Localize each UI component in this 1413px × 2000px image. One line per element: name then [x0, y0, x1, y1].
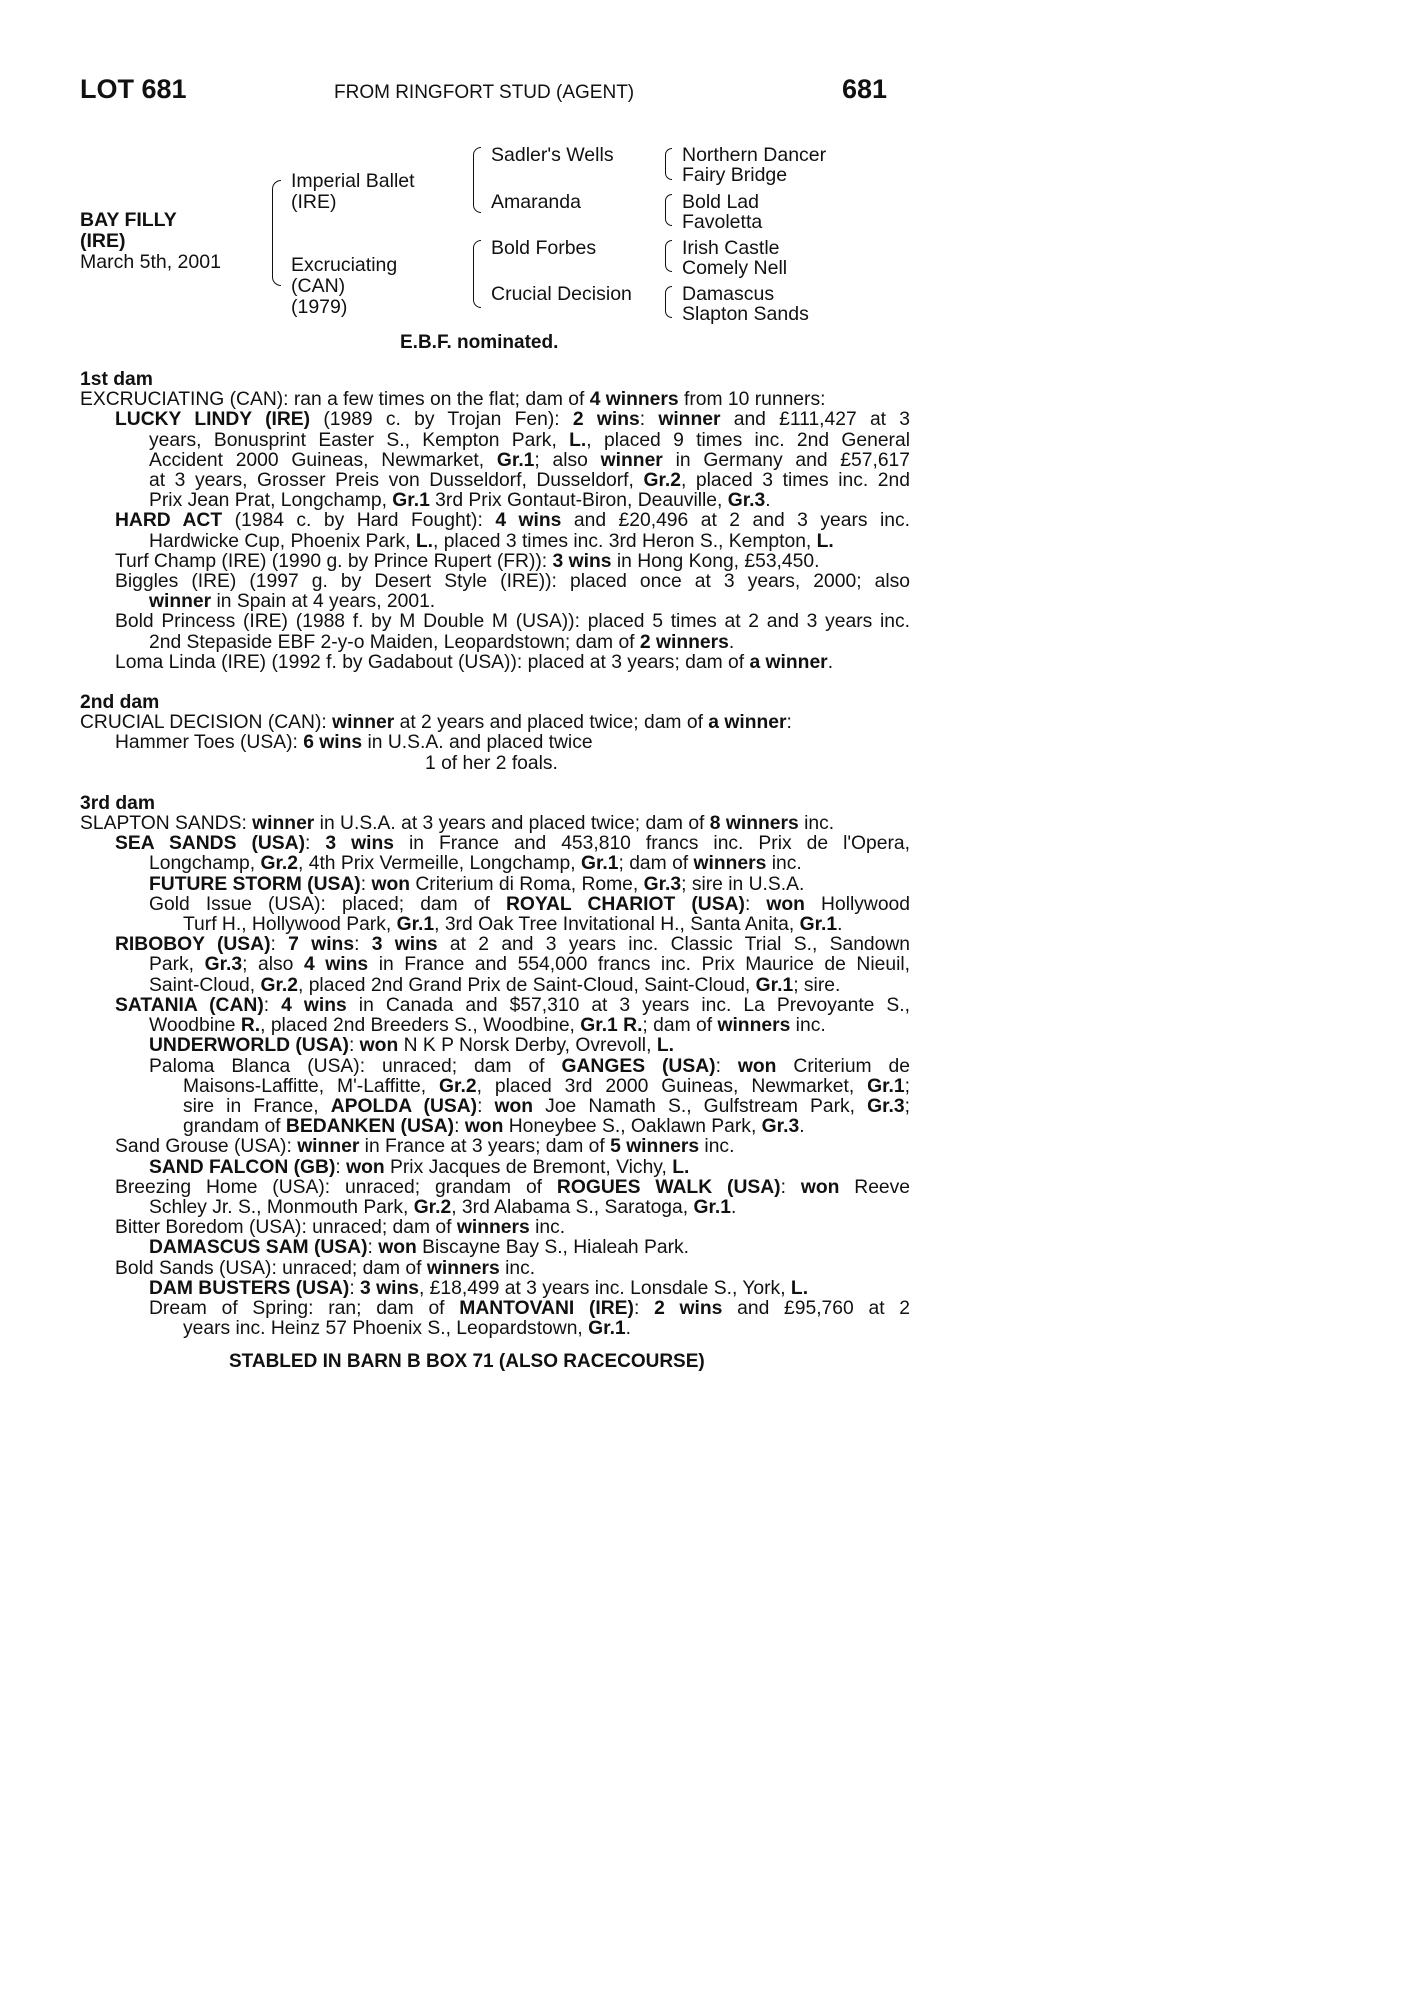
pedigree-gen3: Slapton Sands: [682, 303, 809, 325]
pedigree-gen3: Fairy Bridge: [682, 164, 788, 186]
pedigree-gen2: Sadler's Wells: [491, 144, 614, 166]
pedigree-dam-country: (CAN): [291, 275, 346, 297]
pedigree-brace-g3-4: [665, 286, 672, 318]
stabled-note: STABLED IN BARN B BOX 71 (ALSO RACECOURSE): [229, 1351, 705, 1372]
record-line: sire in France, APOLDA (USA): won Joe Namath S., Gulfstream Park, Gr.3;: [183, 1095, 911, 1117]
pedigree-brace-g3-3: [665, 240, 672, 272]
record-line: Bitter Boredom (USA): unraced; dam of winners inc.: [115, 1217, 566, 1239]
pedigree-gen3: Comely Nell: [682, 257, 788, 279]
section-heading: 3rd dam: [80, 792, 156, 814]
record-line: Sand Grouse (USA): winner in France at 3 years; dam of 5 winners inc.: [115, 1136, 735, 1158]
record-line: Prix Jean Prat, Longchamp, Gr.1 3rd Prix Gontaut-Biron, Deauville, Gr.3.: [149, 490, 771, 512]
record-line: Longchamp, Gr.2, 4th Prix Vermeille, Longchamp, Gr.1; dam of winners inc.: [149, 853, 802, 875]
record-line: years inc. Heinz 57 Phoenix S., Leopardstown, Gr.1.: [183, 1318, 632, 1340]
pedigree-gen3: Damascus: [682, 283, 775, 305]
record-line: years, Bonusprint Easter S., Kempton Park, L., placed 9 times inc. 2nd General: [149, 429, 910, 451]
record-line: SLAPTON SANDS: winner in U.S.A. at 3 years and placed twice; dam of 8 winners inc.: [80, 813, 835, 835]
record-line: grandam of BEDANKEN (USA): won Honeybee S., Oaklawn Park, Gr.3.: [183, 1116, 805, 1138]
produce-record: [80, 370, 910, 1339]
pedigree-dam-brace: [473, 240, 481, 308]
pedigree-dam-year: (1979): [291, 296, 348, 318]
lot-title: LOT 681: [80, 74, 187, 104]
pedigree-brace-g3-2: [665, 194, 672, 226]
record-line: Gold Issue (USA): placed; dam of ROYAL CHARIOT (USA): won Hollywood: [149, 893, 910, 915]
record-line: Schley Jr. S., Monmouth Park, Gr.2, 3rd Alabama S., Saratoga, Gr.1.: [149, 1196, 737, 1218]
pedigree-gen3: Bold Lad: [682, 191, 759, 213]
section-heading: 2nd dam: [80, 692, 160, 714]
ebf-nomination: E.B.F. nominated.: [400, 332, 559, 353]
pedigree-sire-brace: [473, 147, 481, 213]
record-line: Paloma Blanca (USA): unraced; dam of GANGES (USA): won Criterium de: [149, 1055, 910, 1077]
record-line: Hardwicke Cup, Phoenix Park, L., placed 3 times inc. 3rd Heron S., Kempton, L.: [149, 530, 834, 552]
record-line: SEA SANDS (USA): 3 wins in France and 453,810 francs inc. Prix de l'Opera,: [115, 833, 910, 855]
record-line: Saint-Cloud, Gr.2, placed 2nd Grand Prix de Saint-Cloud, Saint-Cloud, Gr.1; sire.: [149, 974, 841, 996]
subject-sex: BAY FILLY: [80, 209, 177, 231]
record-line: Loma Linda (IRE) (1992 f. by Gadabout (USA)): placed at 3 years; dam of a winner.: [115, 651, 834, 673]
record-line: Bold Princess (IRE) (1988 f. by M Double M (USA)): placed 5 times at 2 and 3 years inc.: [115, 611, 910, 633]
record-line: Maisons-Laffitte, M'-Laffitte, Gr.2, placed 3rd 2000 Guineas, Newmarket, Gr.1;: [183, 1075, 911, 1097]
record-line: 1 of her 2 foals.: [425, 752, 558, 774]
pedigree-brace-g3-1: [665, 148, 672, 180]
record-line: Bold Sands (USA): unraced; dam of winners inc.: [115, 1257, 536, 1279]
record-line: DAMASCUS SAM (USA): won Biscayne Bay S., Hialeah Park.: [149, 1237, 690, 1259]
record-line: DAM BUSTERS (USA): 3 wins, £18,499 at 3 years inc. Lonsdale S., York, L.: [149, 1277, 809, 1299]
record-line: Breezing Home (USA): unraced; grandam of ROGUES WALK (USA): won Reeve: [115, 1176, 911, 1198]
record-line: Turf Champ (IRE) (1990 g. by Prince Rupert (FR)): 3 wins in Hong Kong, £53,450.: [115, 550, 820, 572]
vendor-line: FROM RINGFORT STUD (AGENT): [334, 82, 635, 103]
record-line: SAND FALCON (GB): won Prix Jacques de Bremont, Vichy, L.: [149, 1156, 690, 1178]
pedigree-gen2: Amaranda: [491, 191, 581, 213]
record-line: SATANIA (CAN): 4 wins in Canada and $57,310 at 3 years inc. La Prevoyante S.,: [115, 994, 910, 1016]
pedigree-gen3: Northern Dancer: [682, 144, 827, 166]
record-line: Hammer Toes (USA): 6 wins in U.S.A. and placed twice: [115, 732, 593, 754]
record-line: Park, Gr.3; also 4 wins in France and 554,000 francs inc. Prix Maurice de Nieuil,: [149, 954, 911, 976]
record-line: LUCKY LINDY (IRE) (1989 c. by Trojan Fen): 2 wins: winner and £111,427 at 3: [115, 409, 911, 431]
pedigree-gen3: Favoletta: [682, 211, 763, 233]
record-line: Woodbine R., placed 2nd Breeders S., Woodbine, Gr.1 R.; dam of winners inc.: [149, 1015, 826, 1037]
record-line: Accident 2000 Guineas, Newmarket, Gr.1; also winner in Germany and £57,617: [149, 449, 910, 471]
record-line: Turf H., Hollywood Park, Gr.1, 3rd Oak Tree Invitational H., Santa Anita, Gr.1.: [183, 914, 843, 936]
pedigree-gen2: Bold Forbes: [491, 237, 597, 259]
record-line: RIBOBOY (USA): 7 wins: 3 wins at 2 and 3 years inc. Classic Trial S., Sandown: [115, 934, 911, 956]
record-line: Biggles (IRE) (1997 g. by Desert Style (IRE)): placed once at 3 years, 2000; also: [115, 571, 910, 593]
record-line: CRUCIAL DECISION (CAN): winner at 2 years and placed twice; dam of a winner:: [80, 712, 792, 734]
record-line: FUTURE STORM (USA): won Criterium di Roma, Rome, Gr.3; sire in U.S.A.: [149, 873, 805, 895]
lot-number: 681: [842, 74, 888, 104]
record-line: Dream of Spring: ran; dam of MANTOVANI (IRE): 2 wins and £95,760 at 2: [149, 1297, 911, 1319]
pedigree-gen2: Crucial Decision: [491, 283, 632, 305]
pedigree-dam: Excruciating: [291, 254, 398, 276]
pedigree-sire-country: (IRE): [291, 191, 337, 213]
pedigree-main-brace-tick: [272, 180, 280, 284]
pedigree-gen3: Irish Castle: [682, 237, 780, 259]
section-heading: 1st dam: [80, 369, 153, 390]
spacer: [80, 774, 910, 794]
subject-country: (IRE): [80, 230, 126, 252]
record-line: 2nd Stepaside EBF 2-y-o Maiden, Leopardstown; dam of 2 winners.: [149, 631, 735, 653]
record-line: at 3 years, Grosser Preis von Dusseldorf, Dusseldorf, Gr.2, placed 3 times inc. 2nd: [149, 470, 910, 492]
subject-foaled: March 5th, 2001: [80, 251, 221, 273]
record-line: winner in Spain at 4 years, 2001.: [149, 591, 436, 613]
spacer: [80, 673, 910, 693]
record-line: EXCRUCIATING (CAN): ran a few times on the flat; dam of 4 winners from 10 runners:: [80, 389, 826, 411]
pedigree-sire: Imperial Ballet: [291, 170, 415, 192]
record-line: UNDERWORLD (USA): won N K P Norsk Derby, Ovrevoll, L.: [149, 1035, 674, 1057]
record-line: HARD ACT (1984 c. by Hard Fought): 4 wins and £20,496 at 2 and 3 years inc.: [115, 510, 911, 532]
